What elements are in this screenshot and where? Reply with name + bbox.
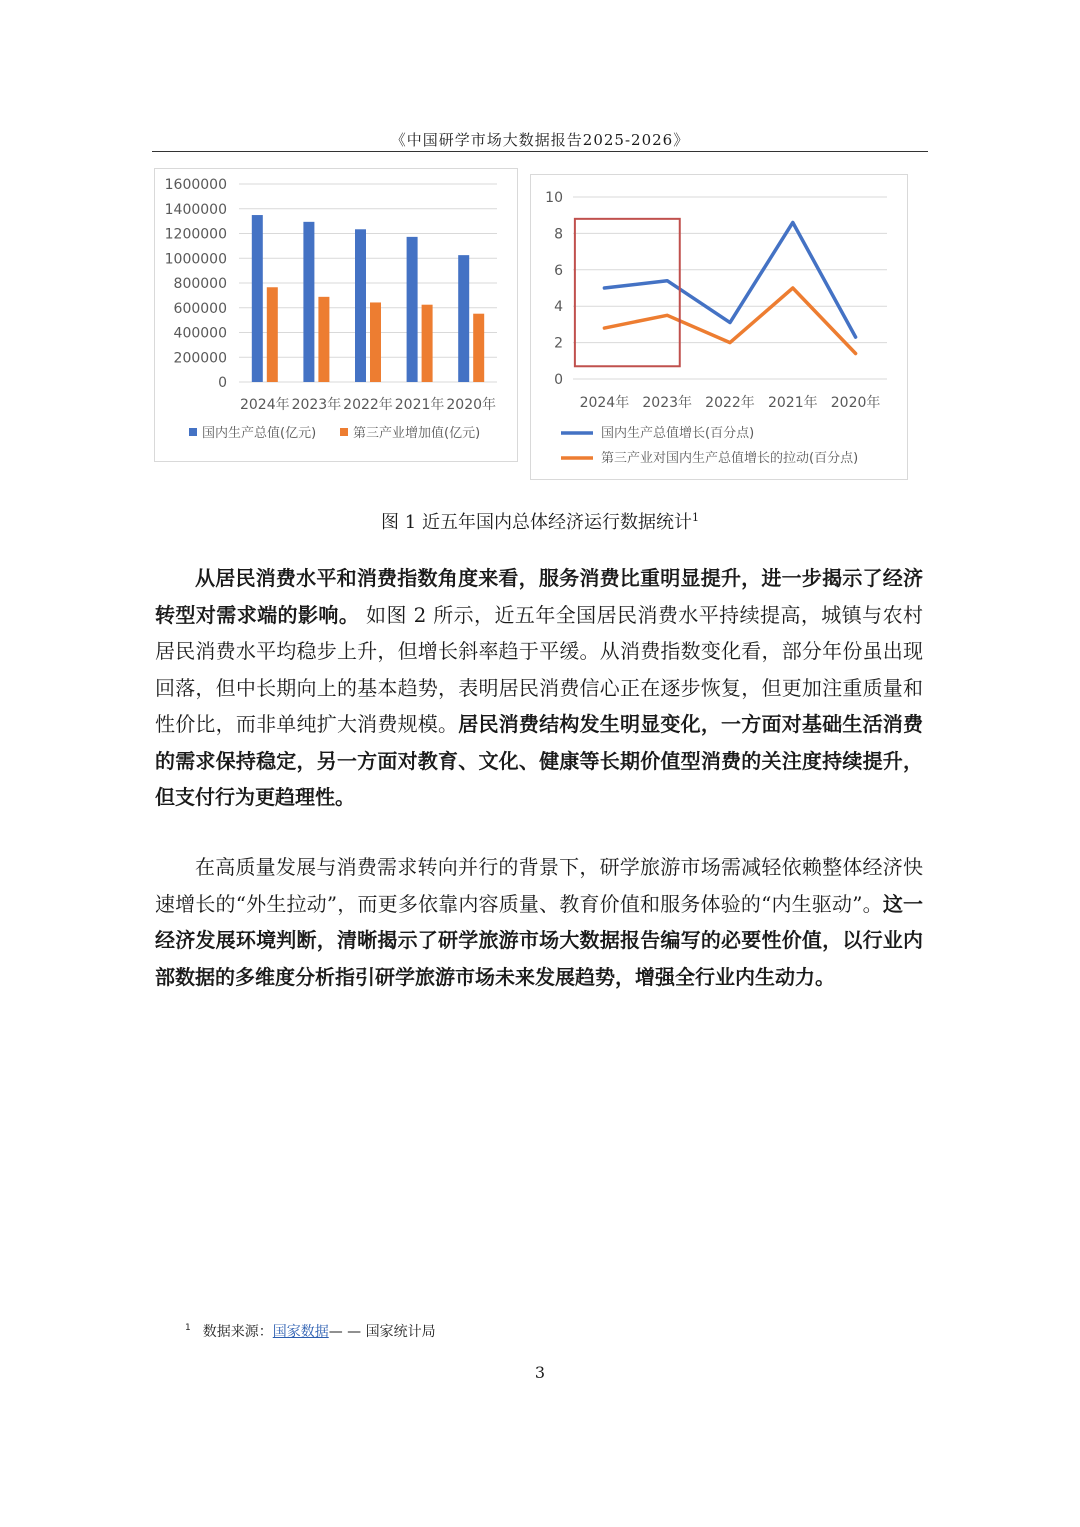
footnote-suffix: — — 国家统计局 — [328, 1324, 436, 1340]
body-paragraph-2 — [155, 849, 923, 995]
line-y-tick-label: 10 — [545, 190, 563, 206]
gdp-growth-line-chart-svg — [531, 175, 907, 479]
legend-swatch-tertiary — [340, 428, 348, 436]
legend-swatch-gdp — [189, 428, 197, 436]
bar-x-tick-label: 2023年 — [291, 397, 342, 413]
bar-gdp — [458, 255, 469, 382]
para1-sentence-2: 如图 2 所示，近五年全国居民消费水平持续提高，城镇与农村居民消费水平均稳步上升，但增长斜率趋于平缓。从消费指数变化看，部分年份虽出现回落，但中长期向上的基本趋势，表明居民消费信心正在逐步恢复，但更加注重质量和性价比，而非单纯扩大消费规模。 — [155, 602, 924, 736]
bar-gdp — [303, 222, 314, 382]
page-number: 3 — [534, 1363, 546, 1382]
bar-tertiary — [473, 314, 484, 382]
para2-sentence-2: 这一经济发展环境判断，清晰揭示了研学旅游市场大数据报告编写的必要性价值，以行业内部数据的多维度分析指引研学旅游市场未来发展趋势，增强全行业内生动力。 — [155, 891, 923, 989]
line-y-tick-label: 0 — [554, 372, 563, 388]
line-x-tick-label: 2023年 — [642, 395, 693, 411]
bar-tertiary — [370, 302, 381, 382]
bar-y-tick-label: 200000 — [173, 350, 227, 367]
gdp-growth-line-chart — [530, 174, 908, 480]
para2-sentence-1: 在高质量发展与消费需求转向并行的背景下，研学旅游市场需减轻依赖整体经济快速增长的“外生拉动”，而更多依靠内容质量、教育价值和服务体验的“内生驱动”。 — [155, 855, 923, 916]
gdp-bar-chart — [154, 168, 518, 462]
figure-caption-text: 图 1 近五年国内总体经济运行数据统计 — [381, 512, 692, 533]
bar-x-tick-label: 2021年 — [394, 397, 445, 413]
highlight-box-2024-2023 — [575, 219, 680, 366]
gdp-bar-chart-svg — [155, 169, 517, 461]
bar-tertiary — [422, 305, 433, 382]
page-header: 《中国研学市场大数据报告2025-2026》 — [390, 131, 690, 149]
bar-y-tick-label: 800000 — [173, 276, 227, 292]
legend-label-tertiary-contribution: 第三产业对国内生产总值增长的拉动(百分点) — [601, 451, 859, 466]
legend-label-gdp-growth: 国内生产总值增长(百分点) — [601, 426, 755, 441]
bar-x-tick-label: 2022年 — [343, 397, 393, 413]
bar-x-tick-label: 2024年 — [239, 397, 290, 413]
footnote — [185, 1321, 436, 1341]
line-y-tick-label: 6 — [554, 262, 563, 279]
footnote-prefix: 数据来源： — [202, 1324, 273, 1340]
para1-sentence-3: 居民消费结构发生明显变化，一方面对基础生活消费的需求保持稳定，另一方面对教育、文化、健康等长期价值型消费的关注度持续提升，但支付行为更趋理性。 — [155, 712, 924, 809]
line-y-tick-label: 2 — [554, 335, 563, 352]
bar-tertiary — [318, 297, 329, 382]
figure-footnote-ref[interactable]: 1 — [691, 511, 699, 524]
bar-y-tick-label: 1000000 — [164, 251, 227, 268]
footnote-mark: 1 — [185, 1323, 191, 1334]
bar-y-tick-label: 1600000 — [164, 177, 227, 193]
bar-tertiary — [267, 287, 278, 382]
line-x-tick-label: 2024年 — [579, 395, 630, 411]
bar-y-tick-label: 400000 — [173, 325, 227, 342]
line-x-tick-label: 2022年 — [705, 395, 755, 411]
bar-y-tick-label: 600000 — [173, 300, 227, 317]
legend-label-gdp: 国内生产总值(亿元) — [202, 426, 317, 441]
body-paragraph-1 — [155, 560, 923, 816]
line-y-tick-label: 4 — [554, 299, 563, 316]
bar-y-tick-label: 0 — [218, 375, 227, 391]
para1-sentence-1: 从居民消费水平和消费指数角度来看，服务消费比重明显提升，进一步揭示了经济转型对需求端的影响。 — [155, 566, 923, 627]
bar-x-tick-label: 2020年 — [446, 397, 497, 413]
footnote-link[interactable]: 国家数据 — [272, 1324, 329, 1340]
bar-y-tick-label: 1200000 — [164, 226, 227, 243]
line-y-tick-label: 8 — [554, 226, 563, 243]
bar-y-tick-label: 1400000 — [164, 201, 227, 218]
bar-gdp — [407, 237, 418, 382]
figure-caption — [152, 508, 928, 534]
header-rule — [152, 151, 928, 152]
bar-gdp — [252, 215, 263, 382]
bar-gdp — [355, 229, 366, 382]
line-x-tick-label: 2020年 — [830, 395, 881, 411]
legend-label-tertiary: 第三产业增加值(亿元) — [353, 426, 481, 441]
line-x-tick-label: 2021年 — [767, 395, 818, 411]
